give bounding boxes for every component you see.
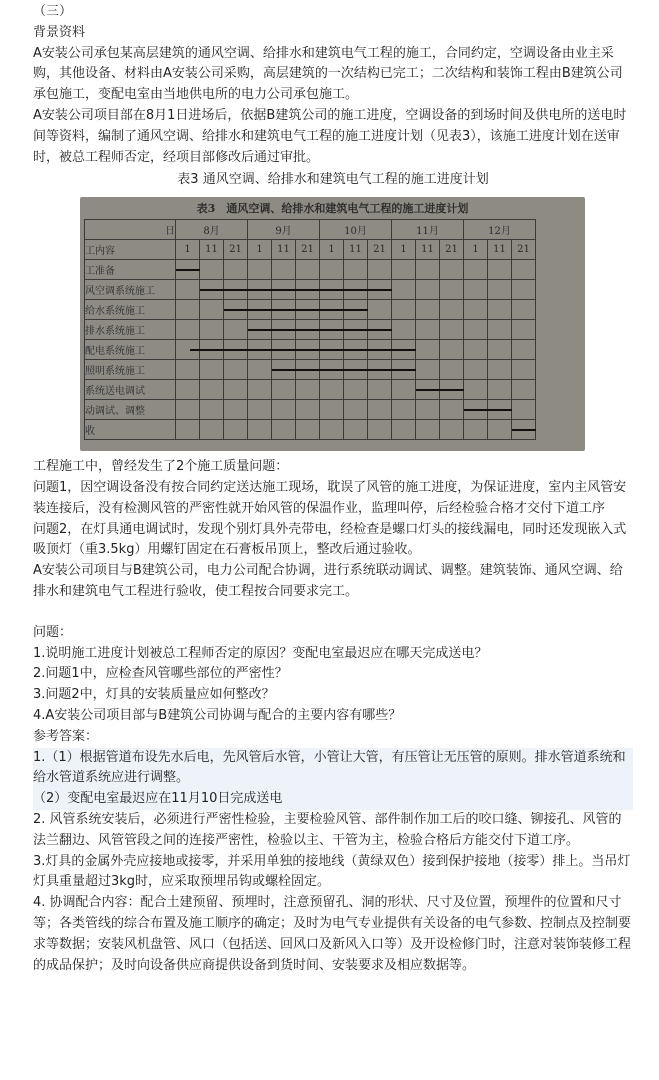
schedule-photo — [80, 197, 585, 451]
day-header: 11 — [416, 240, 440, 260]
background-para: A安装公司承包某高层建筑的通风空调、给排水和建筑电气工程的施工，合同约定，空调设备由业主采购，其他设备、材料由A安装公司采购，高层建筑的一次结构已完工；二次结构和装饰工程由B建筑公司承包施工，变配电室由当地供电所的电力公司承包施工。 — [33, 45, 623, 103]
month-header: 8月 — [176, 220, 248, 240]
task-label: 照明系统施工 — [85, 360, 176, 380]
answer: 2. 风管系统安装后，必须进行严密性检验，主要检验风管、部件制作加工后的咬口缝、铆接孔、风管的法兰翻边、风管管段之间的连接严密性，检验以主、干管为主，检验合格后方能交付下道工序。 — [33, 811, 622, 848]
question: 2.问题1中，应检查风管哪些部位的严密性？ — [33, 666, 288, 682]
document — [33, 2, 633, 976]
task-row — [85, 260, 536, 280]
corner-top: 日 — [85, 220, 176, 240]
task-label: 风空调系统施工 — [85, 280, 176, 300]
task-label: 系统送电调试 — [85, 380, 176, 400]
day-header: 1 — [320, 240, 344, 260]
task-row — [85, 340, 536, 360]
task-label: 工准备 — [85, 260, 176, 280]
task-row — [85, 300, 536, 320]
task-label: 收 — [85, 420, 176, 440]
task-row — [85, 280, 536, 300]
issue-para: 问题1，因空调设备没有按合同约定送达施工现场，耽误了风管的施工进度，为保证进度，室内主风管安装连接后，没有检测风管的严密性就开始风管的保温作业，监理叫停，后经检验合格才交付下道工序 — [33, 479, 627, 516]
issue-para: A安装公司项目与B建筑公司，电力公司配合协调，进行系统联动调试、调整。建筑装饰、通风空调、给排水和建筑电气工程进行验收，使工程按合同要求完工。 — [33, 563, 623, 599]
task-row — [85, 420, 536, 440]
task-bar — [512, 429, 536, 431]
table-caption: 表3 通风空调、给排水和建筑电气工程的施工进度计划 — [177, 172, 489, 188]
month-header: 10月 — [320, 220, 392, 240]
question: 1.说明施工进度计划被总工程师否定的原因？变配电室最迟应在哪天完成送电？ — [33, 645, 488, 661]
day-header: 21 — [296, 240, 320, 260]
background-para: A安装公司项目部在8月1日进场后，依据B建筑公司的施工进度，空调设备的到场时间及供电所的送电时间等资料，编制了通风空调、给排水和建筑电气工程的施工进度计划（见表3），该施工进度计划在送审时，被总工程师否定，经项目部修改后通过审批。 — [33, 107, 627, 165]
day-header: 1 — [464, 240, 488, 260]
day-header: 1 — [176, 240, 200, 260]
day-header: 21 — [368, 240, 392, 260]
task-row — [85, 360, 536, 380]
task-row — [85, 320, 536, 340]
answer: 1.（1）根据管道布设先水后电，先风管后水管，小管让大管，有压管让无压管的原则。排水管道系统和给水管道系统应进行调整。 — [33, 749, 626, 786]
answer: （2）变配电室最迟应在11月10日完成送电 — [33, 791, 283, 807]
answer-1-block — [33, 748, 633, 810]
task-label: 动调试、调整 — [85, 400, 176, 420]
issue-para: 问题2，在灯具通电调试时，发现个别灯具外壳带电，经检查是螺口灯头的接线漏电，同时还发现嵌入式吸顶灯（重3.5kg）用螺钉固定在石膏板吊顶上，整改后通过验收。 — [33, 521, 627, 558]
corner-bottom: 工内容 — [85, 240, 176, 260]
task-label: 配电系统施工 — [85, 340, 176, 360]
questions-title: 问题： — [33, 624, 73, 640]
task-label: 给水系统施工 — [85, 300, 176, 320]
day-header: 11 — [488, 240, 512, 260]
answers-title: 参考答案： — [33, 728, 99, 744]
schedule-title: 表3 通风空调、给排水和建筑电气工程的施工进度计划 — [196, 202, 469, 216]
answer: 3.灯具的金属外壳应接地或接零，并采用单独的接地线（黄绿双色）接到保护接地（接零）排上。当吊灯灯具重量超过3kg时，应采取预埋吊钩或螺栓固定。 — [33, 853, 631, 890]
answer: 4. 协调配合内容：配合土建预留、预埋时，注意预留孔、洞的形状、尺寸及位置，预埋件的位置和尺寸等；各类管线的综合布置及施工顺序的确定；及时为电气专业提供有关设备的电气参数、控制点及控制要求等数据；安装风机盘管、风口（包括送、回风口及新风入口等）及开设检修门时，注意对装饰装修工程的成品保护；及时向设备供应商提供设备到货时间、安装要求及相应数据等。 — [33, 895, 632, 973]
task-label: 排水系统施工 — [85, 320, 176, 340]
day-header: 11 — [200, 240, 224, 260]
day-header: 11 — [344, 240, 368, 260]
month-header: 9月 — [248, 220, 320, 240]
day-header: 1 — [248, 240, 272, 260]
day-header: 21 — [440, 240, 464, 260]
question: 3.问题2中，灯具的安装质量应如何整改？ — [33, 687, 275, 703]
issue-para: 工程施工中，曾经发生了2个施工质量问题： — [33, 459, 289, 475]
section-heading: （三） — [33, 4, 73, 19]
question: 4.A安装公司项目部与B建筑公司协调与配合的主要内容有哪些？ — [33, 707, 402, 723]
day-header: 11 — [272, 240, 296, 260]
month-header: 12月 — [464, 220, 536, 240]
day-header: 1 — [392, 240, 416, 260]
month-header: 11月 — [392, 220, 464, 240]
schedule-table — [84, 219, 536, 440]
task-row — [85, 380, 536, 400]
day-header: 21 — [512, 240, 536, 260]
background-title: 背景资料 — [33, 24, 86, 40]
task-row — [85, 400, 536, 420]
task-bar — [176, 269, 200, 271]
day-header: 21 — [224, 240, 248, 260]
